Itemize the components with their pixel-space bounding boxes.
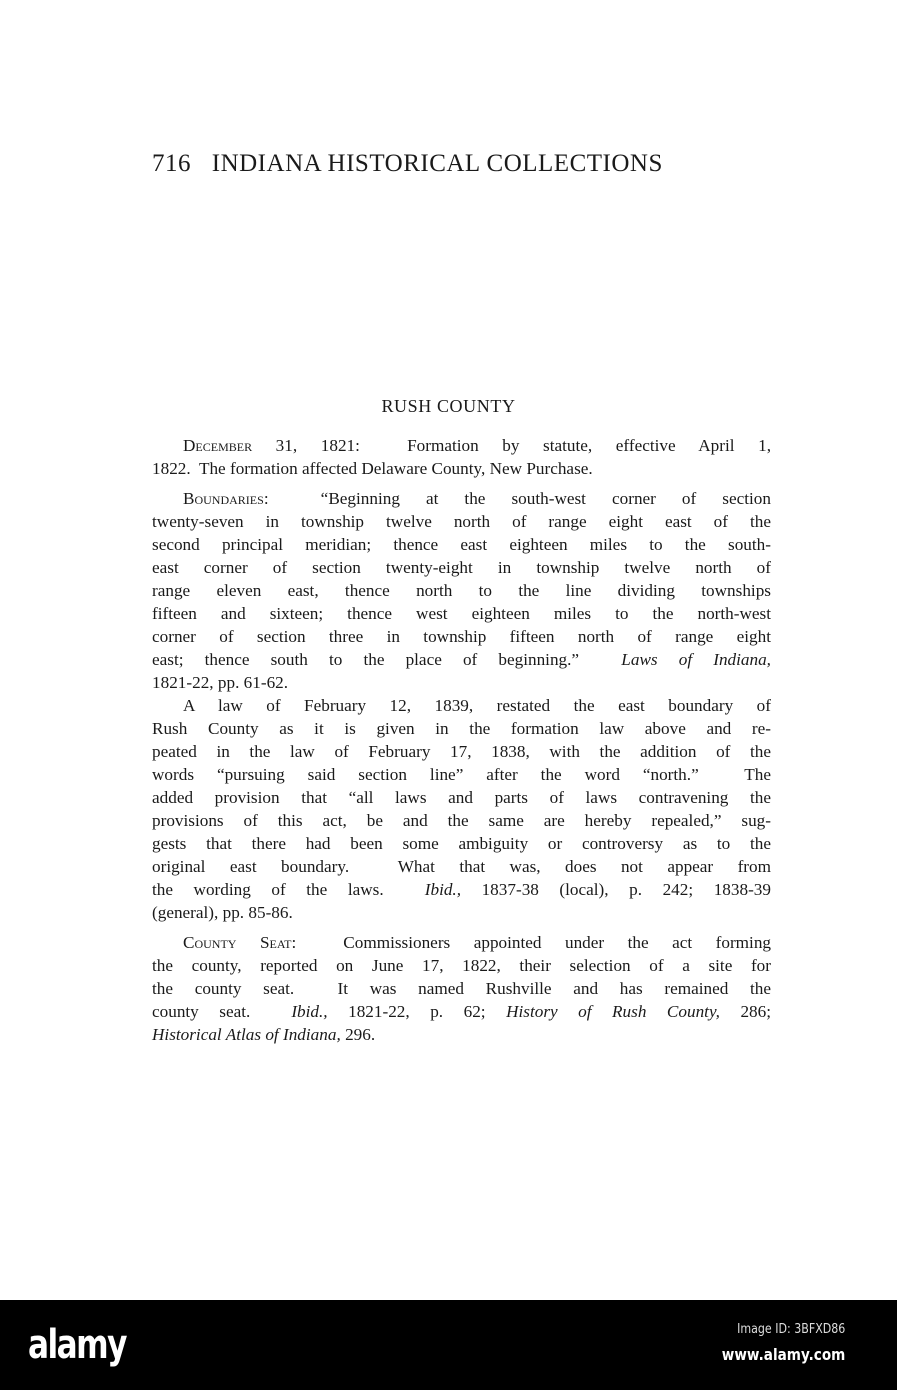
alamy-logo: alamy	[28, 1322, 126, 1368]
text-line	[152, 533, 771, 556]
text-line	[152, 954, 771, 977]
text-line	[152, 763, 771, 786]
text-run: range eleven east, thence north to the line dividing townships	[152, 581, 771, 600]
text-line	[152, 977, 771, 1000]
text-run: added provision that “all laws and parts of laws contravening the	[152, 788, 771, 807]
citation-italic: Historical Atlas of Indiana,	[152, 1025, 341, 1044]
text-line	[152, 510, 771, 533]
text-line	[152, 602, 771, 625]
text-run: 1822. The formation affected Delaware County, New Purchase.	[152, 459, 593, 478]
watermark-footer	[0, 1300, 897, 1390]
text-run: peated in the law of February 17, 1838, with the addition of the	[152, 742, 771, 761]
paragraph	[152, 487, 771, 694]
paragraph	[152, 694, 771, 924]
text-line	[152, 832, 771, 855]
section-title: RUSH COUNTY	[381, 396, 516, 416]
text-run: words “pursuing said section line” after the word “north.” The	[152, 765, 771, 784]
text-run: twenty-seven in township twelve north of range eight east of the	[152, 512, 771, 531]
text-line	[152, 1000, 771, 1023]
run-in-heading: County Seat	[183, 933, 292, 952]
text-line	[152, 1023, 771, 1046]
text-run: 296.	[340, 1025, 376, 1044]
citation-italic: History of Rush County,	[506, 1002, 720, 1021]
text-run: Rush County as it is given in the formation law above and re-	[152, 719, 771, 738]
run-in-heading: Boundaries	[183, 489, 264, 508]
text-run: second principal meridian; thence east eighteen miles to the south-	[152, 535, 771, 554]
text-run: east; thence south to the place of beginning.”	[152, 650, 622, 669]
text-run: original east boundary. What that was, does not appear from	[152, 857, 771, 876]
text-run: A law of February 12, 1839, restated the east boundary of	[183, 696, 771, 715]
text-run: fifteen and sixteen; thence west eighteen miles to the north-west	[152, 604, 771, 623]
text-run: county seat.	[152, 1002, 292, 1021]
paragraph	[152, 931, 771, 1046]
text-run: 31, 1821: Formation by statute, effective April 1,	[252, 436, 771, 455]
text-run: 286;	[719, 1002, 772, 1021]
text-line	[152, 717, 771, 740]
text-line	[152, 740, 771, 763]
text-run: : “Beginning at the south-west corner of section	[263, 489, 771, 508]
paragraph	[152, 434, 771, 480]
text-run: east corner of section twenty-eight in township twelve north of	[152, 558, 771, 577]
text-run: 1837-38 (local), p. 242; 1838-39	[461, 880, 771, 899]
text-line	[152, 487, 771, 510]
text-line	[152, 457, 771, 480]
image-id: Image ID: 3BFXD86	[736, 1322, 845, 1337]
text-line	[152, 809, 771, 832]
text-line	[152, 855, 771, 878]
text-run: : Commissioners appointed under the act forming	[291, 933, 772, 952]
page-number: 716	[152, 150, 191, 177]
text-run: the county seat. It was named Rushville and has remained the	[152, 979, 771, 998]
text-line	[152, 671, 771, 694]
running-header	[152, 150, 663, 178]
text-line	[152, 579, 771, 602]
text-line	[152, 786, 771, 809]
text-run: the wording of the laws.	[152, 880, 425, 899]
document-body	[152, 434, 771, 1053]
text-line	[152, 878, 771, 901]
run-in-heading: December	[183, 436, 253, 455]
footer-url: www.alamy.com	[721, 1345, 845, 1364]
text-run: the county, reported on June 17, 1822, their selection of a site for	[152, 956, 771, 975]
text-line	[152, 648, 771, 671]
text-run: 1821-22, pp. 61-62.	[152, 673, 289, 692]
citation-italic: Ibid.,	[424, 880, 462, 899]
text-line	[152, 434, 771, 457]
text-line	[152, 901, 771, 924]
text-run: (general), pp. 85-86.	[152, 903, 293, 922]
text-run: provisions of this act, be and the same are hereby repealed,” sug-	[152, 811, 771, 830]
text-line	[152, 556, 771, 579]
text-line	[152, 625, 771, 648]
text-run: 1821-22, p. 62;	[327, 1002, 507, 1021]
text-line	[152, 694, 771, 717]
text-run: gests that there had been some ambiguity or controversy as to the	[152, 834, 771, 853]
citation-italic: Ibid.,	[291, 1002, 328, 1021]
citation-italic: Laws of Indiana,	[621, 650, 771, 669]
running-title: INDIANA HISTORICAL COLLECTIONS	[211, 150, 663, 177]
text-run: corner of section three in township fifteen north of range eight	[152, 627, 771, 646]
text-line	[152, 931, 771, 954]
